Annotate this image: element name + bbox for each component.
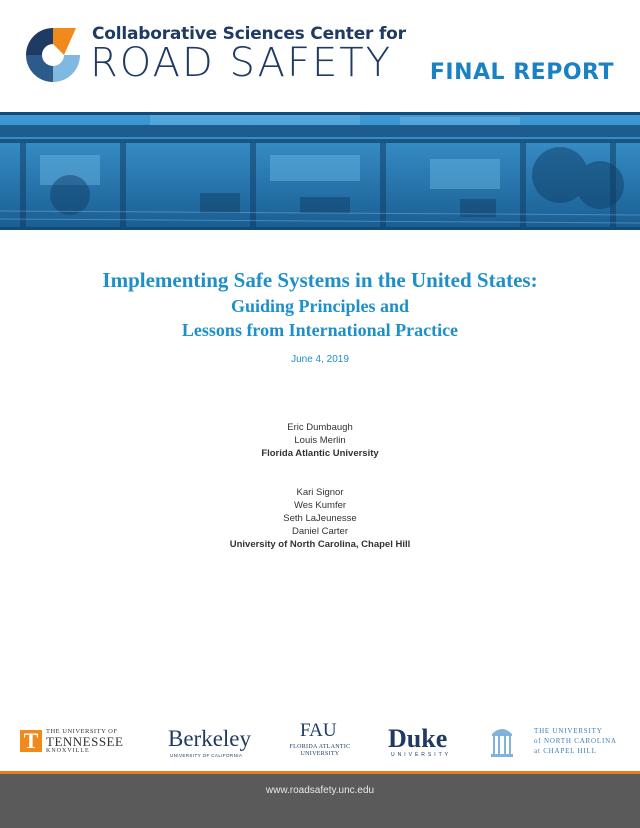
- street-scene-banner-image: [0, 112, 640, 230]
- fau-wordmark: FAU: [300, 720, 337, 741]
- report-type-label: FINAL REPORT: [429, 60, 614, 85]
- author-group-fau: [0, 421, 640, 460]
- report-title-main: Implementing Safe Systems in the United States:: [102, 268, 538, 292]
- tennessee-line1: THE UNIVERSITY OF: [46, 728, 118, 735]
- author-affiliation: University of North Carolina, Chapel Hill: [229, 539, 411, 550]
- tennessee-line3: KNOXVILLE: [46, 748, 90, 754]
- berkeley-wordmark: Berkeley: [168, 726, 252, 751]
- unc-line2: of NORTH CAROLINA: [534, 737, 617, 745]
- author-name: Eric Dumbaugh: [287, 422, 353, 433]
- tennessee-t-letter: T: [23, 728, 39, 753]
- author-name: Kari Signor: [296, 487, 344, 498]
- report-subtitle-line1: Guiding Principles and: [230, 296, 410, 316]
- author-group-unc: [0, 486, 640, 551]
- author-name: Seth LaJeunesse: [283, 513, 357, 524]
- report-title: [0, 266, 640, 342]
- footer-website-link[interactable]: www.roadsafety.unc.edu: [265, 785, 375, 796]
- org-name-line2: ROAD SAFETY: [90, 40, 393, 86]
- author-affiliation: Florida Atlantic University: [261, 448, 379, 459]
- duke-subtitle: UNIVERSITY: [391, 752, 452, 758]
- org-name-line1: Collaborative Sciences Center for: [92, 24, 406, 44]
- unc-line1: THE UNIVERSITY: [534, 727, 603, 735]
- report-date: June 4, 2019: [291, 354, 349, 365]
- csc-road-safety-logo-icon: [24, 26, 82, 84]
- footer-bar: [0, 771, 640, 828]
- author-name: Daniel Carter: [292, 526, 348, 537]
- report-subtitle-line2: Lessons from International Practice: [181, 320, 459, 340]
- report-header: [0, 0, 640, 112]
- berkeley-subtitle: UNIVERSITY OF CALIFORNIA: [170, 753, 243, 758]
- unc-line3: at CHAPEL HILL: [534, 747, 597, 755]
- fau-subtitle-line2: UNIVERSITY: [300, 751, 340, 757]
- author-name: Wes Kumfer: [293, 500, 347, 511]
- fau-subtitle-line1: FLORIDA ATLANTIC: [289, 744, 351, 750]
- partner-logos: [0, 716, 640, 768]
- unc-old-well-icon: [490, 724, 514, 758]
- tennessee-line2: TENNESSEE: [46, 734, 124, 749]
- author-name: Louis Merlin: [294, 435, 346, 446]
- duke-wordmark: Duke: [388, 724, 448, 753]
